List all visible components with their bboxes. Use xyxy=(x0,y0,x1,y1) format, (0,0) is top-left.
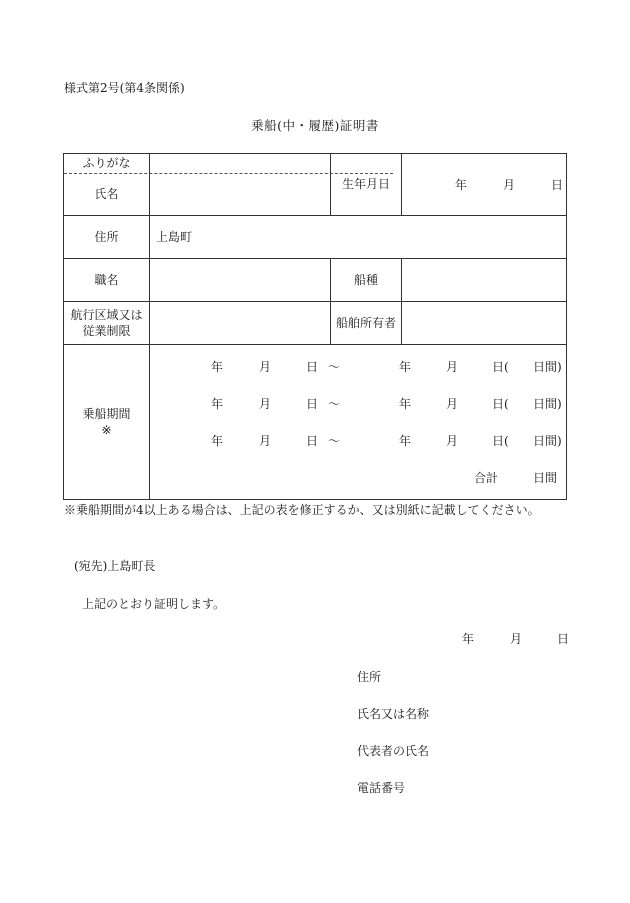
period-tilde: ～ xyxy=(328,397,341,411)
navigation-area-line1: 航行区域又は xyxy=(70,307,143,322)
boarding-period-mark: ※ xyxy=(101,423,112,437)
period-start-day: 日 xyxy=(306,360,319,374)
period-end-year: 年 xyxy=(399,360,412,374)
birthdate-day: 日 xyxy=(551,178,564,192)
period-start-month: 月 xyxy=(259,397,272,411)
certificate-table xyxy=(63,153,567,500)
certifier-address-label: 住所 xyxy=(357,670,382,684)
job-title-label: 職名 xyxy=(94,272,119,287)
table-border-right xyxy=(566,153,567,500)
boarding-period-label xyxy=(64,345,149,499)
ship-owner-label: 船舶所有者 xyxy=(335,315,396,330)
table-border-bottom xyxy=(63,499,567,500)
period-start-day: 日 xyxy=(306,397,319,411)
phone-number-label: 電話番号 xyxy=(357,781,406,795)
period-end-month: 月 xyxy=(446,397,459,411)
period-end-year: 年 xyxy=(399,397,412,411)
period-tilde: ～ xyxy=(328,434,341,448)
period-days: 日間) xyxy=(533,360,562,374)
address-label: 住所 xyxy=(94,229,119,244)
birthdate-year: 年 xyxy=(455,178,468,192)
address-value: 上島町 xyxy=(156,230,193,244)
issue-date-year: 年 xyxy=(462,632,475,646)
period-end-year: 年 xyxy=(399,434,412,448)
issue-date-day: 日 xyxy=(557,632,570,646)
furigana-label: ふりがな xyxy=(82,156,131,171)
issue-date-month: 月 xyxy=(510,632,523,646)
period-start-month: 月 xyxy=(259,360,272,374)
period-end-day: 日( xyxy=(492,434,509,448)
table-note: ※乗船期間が4以上ある場合は、上記の表を修正するか、又は別紙に記載してください。 xyxy=(64,503,540,517)
addressee: (宛先)上島町長 xyxy=(74,559,156,573)
period-start-year: 年 xyxy=(211,360,224,374)
period-start-day: 日 xyxy=(306,434,319,448)
certification-statement: 上記のとおり証明します。 xyxy=(82,597,226,611)
period-end-day: 日( xyxy=(492,397,509,411)
representative-name-label: 代表者の氏名 xyxy=(357,744,430,758)
table-rule xyxy=(401,258,402,345)
navigation-area-label xyxy=(64,302,149,344)
period-days: 日間) xyxy=(533,397,562,411)
period-end-day: 日( xyxy=(492,360,509,374)
total-days: 日間 xyxy=(533,471,558,485)
name-label: 氏名 xyxy=(94,187,119,202)
period-tilde: ～ xyxy=(328,360,341,374)
form-number: 様式第2号(第4条関係) xyxy=(64,81,185,95)
period-days: 日間) xyxy=(533,434,562,448)
total-label: 合計 xyxy=(474,471,499,485)
table-rule xyxy=(401,153,402,216)
period-start-year: 年 xyxy=(211,434,224,448)
navigation-area-line2: 従業制限 xyxy=(82,324,131,338)
period-end-month: 月 xyxy=(446,360,459,374)
ship-type-label: 船種 xyxy=(353,272,378,287)
birthdate-month: 月 xyxy=(503,178,516,192)
document-title: 乗船(中・履歴)証明書 xyxy=(251,118,379,133)
period-start-month: 月 xyxy=(259,434,272,448)
table-rule xyxy=(149,153,150,500)
period-start-year: 年 xyxy=(211,397,224,411)
boarding-period-text: 乗船期間 xyxy=(82,406,131,421)
period-end-month: 月 xyxy=(446,434,459,448)
birthdate-label: 生年月日 xyxy=(341,177,390,192)
certifier-name-label: 氏名又は名称 xyxy=(357,707,430,721)
